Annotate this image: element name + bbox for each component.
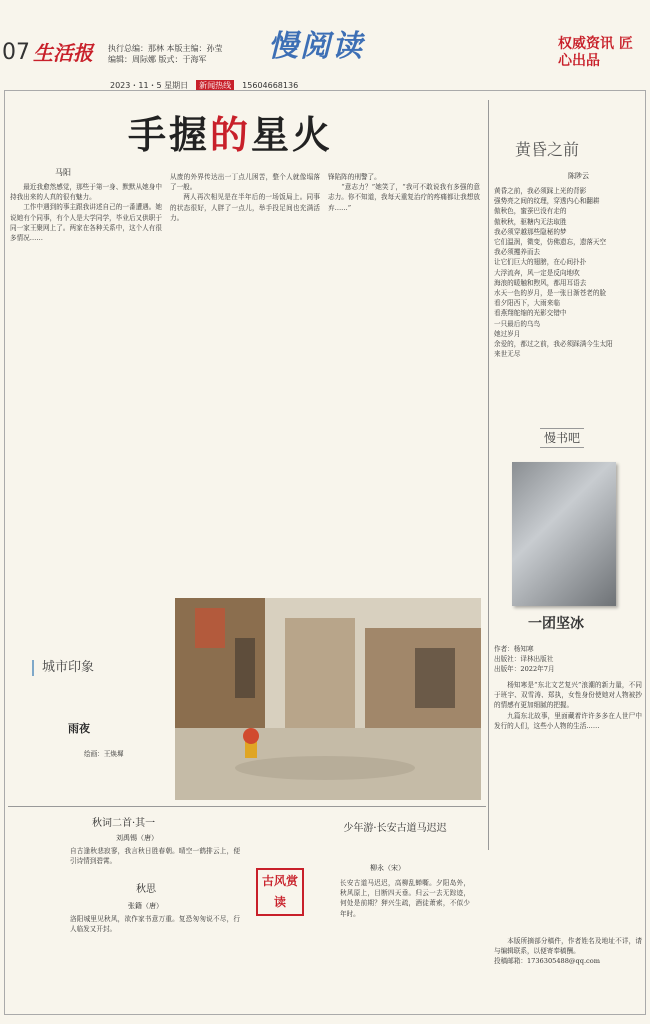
hotline-number: 15604668136 <box>242 81 299 90</box>
book-date: 出版年：2022年7月 <box>494 665 555 674</box>
side-poem-line: 黄昏之前，我必须踩上光的背影 <box>494 187 587 195</box>
side-poem-line: 看燕翔舵缩的光影交错中 <box>494 309 567 318</box>
side-poem-line: 余爱的，都过之前，我必须踩满今生太阳 <box>494 340 613 349</box>
editors-line: 编辑：周际娜 版式：于海军 <box>108 55 207 64</box>
col1-para-2: 工作中遇到的事主跟我讲述自己的一番遭遇。她说她有个同事，有个人是大学同学，毕业后又供职于同一家王聚网上了。两家在各种关系中，这个人有很多情况…… <box>10 203 162 243</box>
side-poem-line: 大浮流奔，风一定是反向地吹 <box>494 268 580 277</box>
side-poem-title: 黄昏之前 <box>515 140 580 159</box>
poem-3-title: 少年游·长安古道马迟迟 <box>343 823 447 834</box>
contributor-notice <box>494 936 642 967</box>
side-poem-author: 陈陟云 <box>568 172 589 180</box>
col2-para-2: 两人再次相见是在半年后的一场饭局上。同事的状态很好，人胖了一点儿，举手投足间也充满活力。 <box>170 193 320 222</box>
col2-para-1: 从废的外界传达出一丁点儿困苦，整个人就像塌落了一般。 <box>170 173 320 192</box>
page-number: 07 <box>2 40 30 65</box>
email-line <box>494 956 642 966</box>
poem-3-text: 长安古道马迟迟，高柳乱蝉嘶。夕阳岛外，秋风原上，目断四天垂。归云一去无踪迹，何处是前期？狎兴生疏，酒徒萧索，不似少年时。 <box>340 879 470 918</box>
slogan-logo <box>558 36 643 70</box>
article-col-2 <box>170 172 320 582</box>
col3-para-1: 锋陷阵的刑警了。 <box>328 173 381 181</box>
article-author: 马阳 <box>55 168 71 177</box>
painting-title: 雨夜 <box>68 722 90 735</box>
side-poem-line: 水天一色的岁月，是一张日渐苍老的脸 <box>494 289 607 298</box>
poem-2-author: 张籍（唐） <box>128 902 163 910</box>
column-title: 慢阅读 <box>268 29 364 64</box>
classic-poetry-seal: 古风赏读 <box>256 868 304 916</box>
city-section: 城市印象 <box>32 660 94 676</box>
book-author: 作者：杨知寒 <box>494 645 534 653</box>
notice-text: 本版所摘部分稿件，作者姓名及地址不详，请与编辑联系，以便寄奉稿酬。 <box>494 937 642 956</box>
article-col-1 <box>10 182 162 582</box>
column-divider <box>488 100 489 850</box>
poem-2-text: 洛阳城里见秋风，欲作家书意万重。复恐匆匆说不尽，行人临发又开封。 <box>70 915 240 934</box>
book-section-title: 慢书吧 <box>540 428 584 448</box>
poem-2-title: 秋思 <box>136 884 156 895</box>
article-col-3 <box>328 172 480 582</box>
poem-1-title: 秋词二首·其一 <box>92 818 156 829</box>
poem-1-author: 刘禹锡（唐） <box>116 834 158 842</box>
side-poem-line: 来世无尽 <box>494 350 521 359</box>
book-publisher: 出版社：译林出版社 <box>494 655 554 664</box>
book-desc-para-1: 杨知寒是“东北文艺复兴”浪潮的新力量，不同于班宇、双雪涛、郑执，女性身份使她对人物被抄的情感有更加细腻的把握。 <box>494 681 642 710</box>
side-poem-line: 我必须攫养而去 <box>494 248 541 257</box>
rain-street-painting <box>175 598 481 800</box>
date-bar <box>110 79 580 92</box>
email-label: 投稿邮箱： <box>494 957 527 966</box>
side-poem-line: 我必须穿越那些隐秘的梦 <box>494 227 567 236</box>
painting-image <box>175 598 481 800</box>
side-poem-line: 让它们巨大的翅膀，在心间扑扑 <box>494 258 587 267</box>
email-address: 1736305488@qq.com <box>526 957 600 966</box>
poem-1-text: 自古逢秋悲寂寥，我言秋日胜春朝。晴空一鹤排云上，便引诗情到碧霄。 <box>70 847 240 866</box>
side-poem-line: 傲秋色，蜜蚕巴没有走的 <box>494 207 567 216</box>
side-poem-body <box>494 186 642 414</box>
side-poem-line: 一只最后的乌鸟 <box>494 319 541 328</box>
side-poem-line: 看夕阳西下，大雨来临 <box>494 299 560 308</box>
slogan-text: 权威资讯 匠心出品 <box>558 36 633 69</box>
book-description <box>494 680 642 930</box>
col1-para-1: 最近我愈然感觉，那些于第一身、默默从她身中持我出来的人真的很有魅力。 <box>10 183 162 202</box>
book-desc-para-2: 九篇东北故事，里面藏着许许多多在人世尸中发行的人们，这些小人物的生活…… <box>494 711 642 730</box>
col3-para-2: “意志力？”她笑了，“我可不敢说我有多强的意志力。你不知道，我每天重复治疗的疼痛都让我想放弃……” <box>328 183 480 212</box>
bottom-divider <box>8 806 486 807</box>
article-title <box>128 113 333 157</box>
side-poem-line: 海浪的暖触和煦风，都用耳语去 <box>494 278 587 287</box>
poem-3-author: 柳永（宋） <box>370 864 405 872</box>
title-part-1: 手握 <box>128 112 211 157</box>
side-poem-line: 它们温润，微变，仿佛遗忘，遗落天空 <box>494 238 607 247</box>
issue-date: 2023・11・5 星期日 <box>110 81 189 90</box>
side-poem-line: 强势亮之间的纹理，穿透内心和翻耕 <box>494 197 600 206</box>
side-poem-line: 她过岁月 <box>494 329 521 338</box>
book-title: 一团坚冰 <box>528 616 584 632</box>
side-poem-line: 傲秋秋，驱糖内无法取胜 <box>494 217 567 226</box>
painter-credit: 绘画：王焕墀 <box>84 750 124 758</box>
hotline-label: 新闻热线 <box>196 80 234 91</box>
editor-line: 执行总编：那林 本版主编：孙莹 <box>108 44 223 53</box>
title-part-2: 的 <box>210 112 252 157</box>
title-part-3: 星火 <box>251 112 334 157</box>
book-info <box>494 644 642 675</box>
header <box>0 0 650 69</box>
brand-logo: 生活报 <box>33 41 93 65</box>
book-cover <box>512 462 616 606</box>
